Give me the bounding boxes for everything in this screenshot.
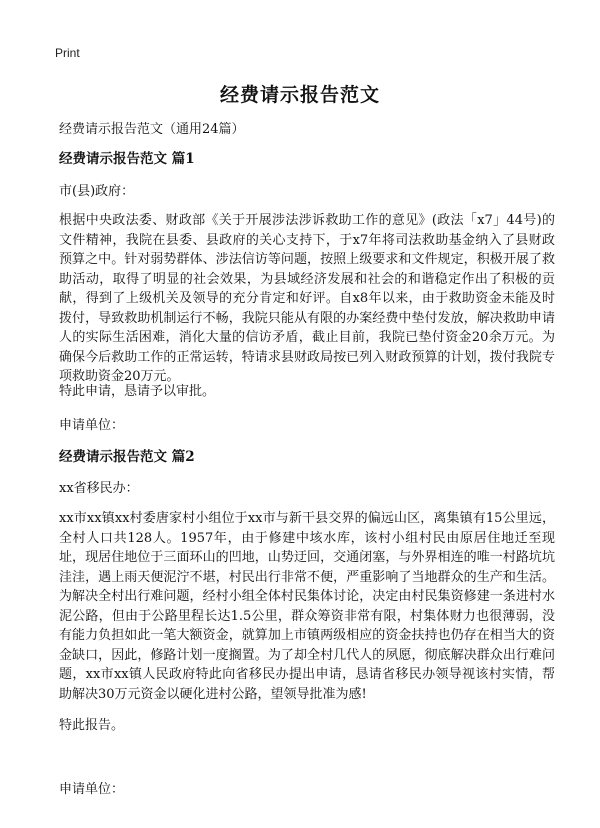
section-2-closing: 特此报告。 bbox=[59, 718, 125, 733]
page-title: 经费请示报告范文 bbox=[219, 84, 380, 106]
section-1-closing: 特此申请，恳请予以审批。 bbox=[59, 384, 216, 399]
section-2-applicant-unit: 申请单位： bbox=[59, 782, 125, 797]
section-1-applicant-unit: 申请单位： bbox=[59, 418, 125, 433]
section-1-body: 根据中央政法委、财政部《关于开展涉法涉诉救助工作的意见》(政法「x7」44号)的文件精神，我院在县委、县政府的关心支持下，于x7年将司法救助基金纳入了县财政预算之中。针对弱势群体、涉法信访等问题，按照上级要求和文件规定，积极开展了救助活动，取得了明显的社会效果，为县域经济发展和社会的和谐稳定作出了积极的贡献，得到了上级机关及领导的充分肯定和好评。自x8年以来，由于救助资金未能及时拨付，导致救助机制运行不畅，我院只能从有限的办案经费中垫付发放，解决救助申请人的实际生活困难，消化大量的信访矛盾，截止目前，我院已垫付资金20余万元。为确保今后救助工作的正常运转，特请求县财政局按已列入财政预算的计划，拨付我院专项救助资金20万元。 bbox=[59, 213, 555, 384]
section-1-salutation: 市(县)政府： bbox=[59, 184, 135, 199]
section-1-heading: 经费请示报告范文 篇1 bbox=[59, 151, 195, 167]
section-2-salutation: xx省移民办： bbox=[59, 481, 139, 496]
document-subtitle: 经费请示报告范文（通用24篇） bbox=[59, 122, 245, 137]
section-2-heading: 经费请示报告范文 篇2 bbox=[59, 449, 195, 465]
section-2-body: xx市xx镇xx村委唐家村小组位于xx市与新干县交界的偏远山区，离集镇有15公里远，全村人口共128人。1957年，由于修建中垓水库，该村小组村民由原居住地迁至现址，现居住地位于三面环山的凹地，山势迂回，交通闭塞，与外界相连的唯一村路坑坑洼洼，遇上雨天便泥泞不堪，村民出行非常不便，严重影响了当地群众的生产和生活。为解决全村出行难问题，经村小组全体村民集体讨论，决定由村民集资修建一条进村水泥公路，但由于公路里程长达1.5公里，群众筹资非常有限，村集体财力也很薄弱，没有能力负担如此一笔大额资金，就算加上市镇两级相应的资金扶持也仍存在相当大的资金缺口，因此，修路计划一度搁置。为了却全村几代人的夙愿，彻底解决群众出行难问题，xx市xx镇人民政府特此向省移民办提出申请，恳请省移民办领导视该村实情，帮助解决30万元资金以硬化进村公路，望领导批准为感! bbox=[59, 511, 555, 702]
print-label[interactable]: Print bbox=[55, 46, 80, 60]
